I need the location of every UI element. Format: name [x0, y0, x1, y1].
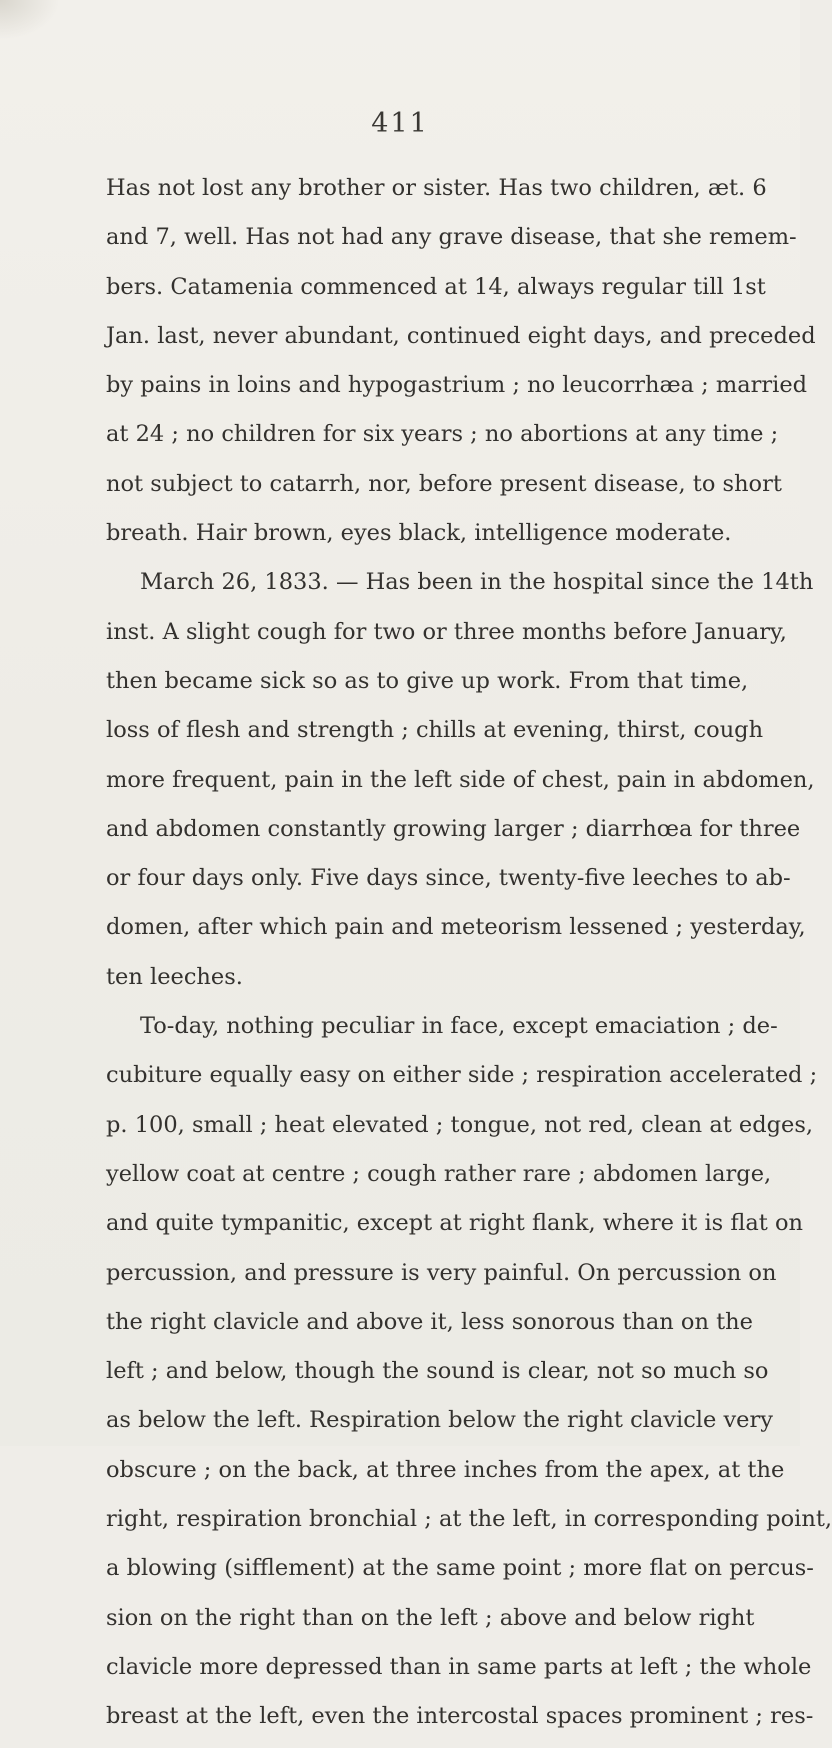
text-line: sion on the right than on the left ; above and below right [106, 1604, 755, 1631]
text-line: clavicle more depressed than in same parts at left ; the whole [106, 1653, 812, 1680]
text-line: more frequent, pain in the left side of chest, pain in abdomen, [106, 766, 815, 793]
text-line: To-day, nothing peculiar in face, except emaciation ; de- [140, 1013, 778, 1040]
text-line: right, respiration bronchial ; at the left, in corresponding point, [106, 1506, 832, 1533]
text-line: left ; and below, though the sound is clear, not so much so [106, 1358, 769, 1385]
body-text [106, 170, 832, 1748]
text-line: at 24 ; no children for six years ; no abortions at any time ; [106, 421, 779, 448]
text-line: and abdomen constantly growing larger ; diarrhœa for three [106, 815, 801, 842]
text-line: p. 100, small ; heat elevated ; tongue, not red, clean at edges, [106, 1111, 814, 1138]
text-line: obscure ; on the back, at three inches from the apex, at the [106, 1456, 785, 1483]
text-line: inst. A slight cough for two or three months before January, [106, 618, 787, 645]
text-line: then became sick so as to give up work. From that time, [106, 667, 749, 694]
text-line: and 7, well. Has not had any grave disease, that she remem- [106, 224, 797, 251]
text-line: breath. Hair brown, eyes black, intelligence moderate. [106, 520, 732, 547]
text-line: percussion, and pressure is very painful. On percussion on [106, 1259, 777, 1286]
text-line: the right clavicle and above it, less sonorous than on the [106, 1308, 753, 1335]
text-line: ten leeches. [106, 963, 243, 990]
text-line: breast at the left, even the intercostal spaces prominent ; res- [106, 1703, 814, 1730]
text-line: as below the left. Respiration below the right clavicle very [106, 1407, 773, 1434]
text-line: and quite tympanitic, except at right flank, where it is flat on [106, 1210, 804, 1237]
text-line: by pains in loins and hypogastrium ; no leucorrhæa ; married [106, 372, 808, 399]
text-line: yellow coat at centre ; cough rather rare ; abdomen large, [106, 1160, 772, 1187]
text-line: loss of flesh and strength ; chills at evening, thirst, cough [106, 717, 764, 744]
text-line: bers. Catamenia commenced at 14, always regular till 1st [106, 273, 766, 300]
text-line: not subject to catarrh, nor, before present disease, to short [106, 470, 782, 497]
text-line: or four days only. Five days since, twenty-five leeches to ab- [106, 865, 791, 892]
text-line: domen, after which pain and meteorism lessened ; yesterday, [106, 914, 806, 941]
text-line: Jan. last, never abundant, continued eight days, and preceded [106, 322, 816, 349]
page-number: 411 [371, 108, 429, 139]
page-corner-shadow [0, 0, 60, 40]
text-line: Has not lost any brother or sister. Has two children, æt. 6 [106, 175, 767, 201]
text-line: March 26, 1833. — Has been in the hospital since the 14th [140, 569, 814, 596]
text-line: a blowing (sifflement) at the same point ; more flat on percus- [106, 1555, 814, 1582]
text-line: cubiture equally easy on either side ; respiration accelerated ; [106, 1062, 818, 1089]
